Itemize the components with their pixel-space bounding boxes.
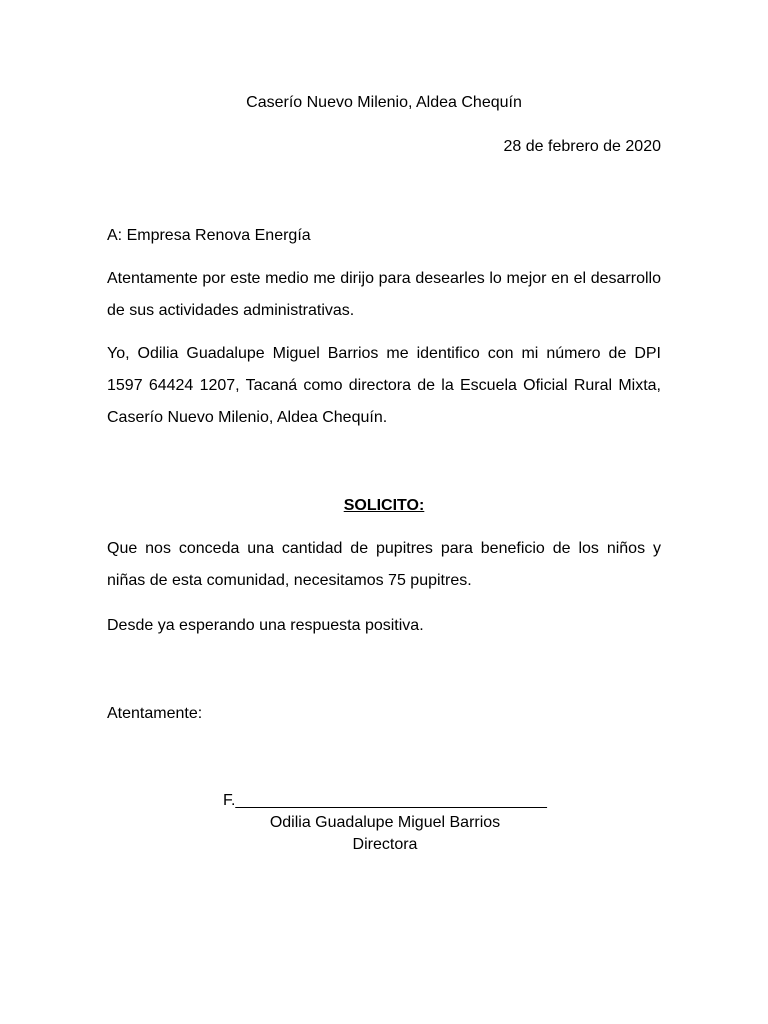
request-heading: SOLICITO:	[343, 497, 425, 514]
letter-date: 28 de febrero de 2020	[503, 138, 661, 155]
paragraph-request: Que nos conceda una cantidad de pupitres para beneficio de los niños y niñas de esta comunidad, necesitamos 75 pupitres.	[107, 540, 661, 589]
closing-salutation: Atentamente:	[107, 705, 203, 722]
paragraph-identification: Yo, Odilia Guadalupe Miguel Barrios me identifico con mi número de DPI 1597 64424 1207, Tacaná como directora de la Escuela Oficial Rural Mixta, Caserío Nuevo Milenio, Aldea Chequín.	[107, 345, 661, 426]
paragraph-greeting: Atentamente por este medio me dirijo para desearles lo mejor en el desarrollo de sus actividades administrativas.	[107, 270, 661, 319]
signature-line: F.___________________________________	[223, 792, 547, 809]
signature-block	[200, 790, 570, 856]
signer-title: Directora	[352, 836, 418, 853]
signer-name: Odilia Guadalupe Miguel Barrios	[269, 814, 501, 831]
letter-recipient: A: Empresa Renova Energía	[107, 227, 311, 244]
letter-place: Caserío Nuevo Milenio, Aldea Chequín	[246, 94, 522, 111]
paragraph-closing-wish: Desde ya esperando una respuesta positiva.	[107, 617, 424, 634]
